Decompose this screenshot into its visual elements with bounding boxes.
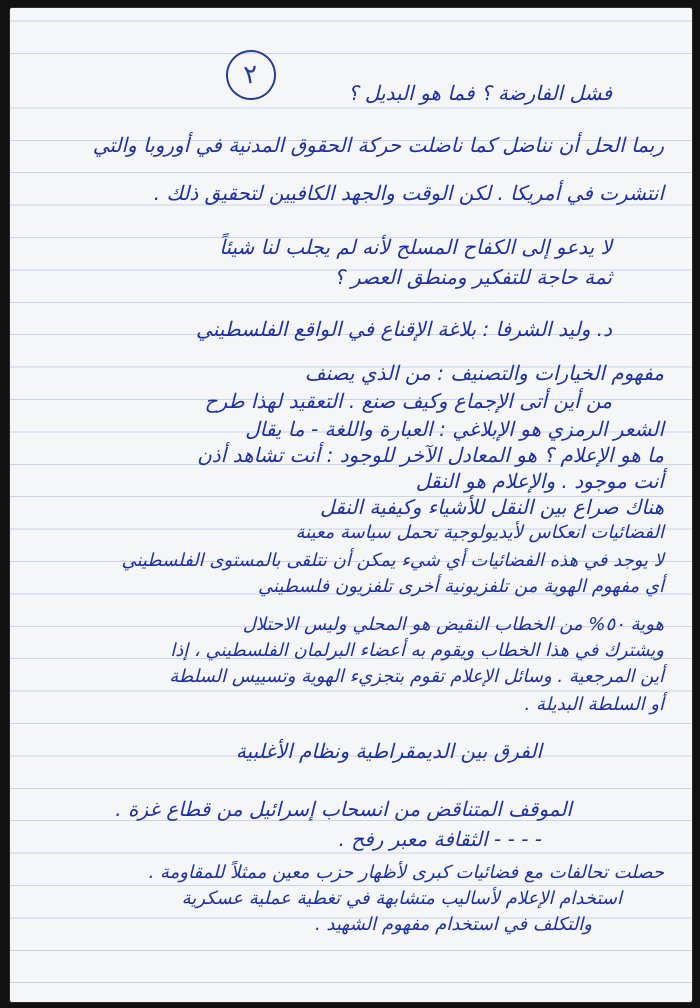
text-line-4: لا يدعو إلى الكفاح المسلح لأنه لم يجلب لنا شيئاً [219,235,612,259]
text-line-17: ويشترك في هذا الخطاب ويقوم به أعضاء البرلمان الفلسطيني ، إذا [170,640,664,661]
text-line-24: استخدام الإعلام لأساليب متشابهة في تغطية عملية عسكرية [181,888,622,909]
text-line-25: والتكلف في استخدام مفهوم الشهيد . [314,914,592,935]
text-line-16: هوية ٥٠% من الخطاب النقيض هو المحلي وليس الاحتلال [242,614,664,635]
text-line-11: أنت موجود . والإعلام هو النقل [415,469,664,493]
text-line-2: ربما الحل أن نناضل كما ناضلت حركة الحقوق المدنية في أوروبا والتي [92,133,664,157]
text-line-6: د. وليد الشرفا : بلاغة الإقناع في الواقع الفلسطيني [196,317,612,341]
text-line-5: ثمة حاجة للتفكير ومنطق العصر ؟ [334,265,612,289]
text-line-7: مفهوم الخيارات والتصنيف : من الذي يصنف [304,361,664,385]
text-line-3: انتشرت في أمريكا . لكن الوقت والجهد الكافيين لتحقيق ذلك . [153,181,664,205]
text-line-1: فشل الفارضة ؟ فما هو البديل ؟ [347,81,612,105]
text-line-9: الشعر الرمزي هو الإبلاغي : العبارة واللغة - ما يقال [245,417,664,441]
text-line-15: أي مفهوم الهوية من تلفزيونية أخرى تلفزيون فلسطيني [257,576,664,597]
text-line-21: الموقف المتناقض من انسحاب إسرائيل من قطاع غزة . [115,797,572,821]
text-line-14: لا يوجد في هذه الفضائيات أي شيء يمكن أن نتلقى بالمستوى الفلسطيني [121,550,664,571]
text-line-22: - - - - الثقافة معبر رفح . [338,827,542,851]
text-line-18: أين المرجعية . وسائل الإعلام تقوم بتجزيء الهوية وتسييس السلطة [169,666,664,687]
page-number-circle: ٢ [223,47,279,103]
text-line-8: من أين أتى الإجماع وكيف صنع . التعقيد لهذا طرح [204,389,612,413]
text-line-20: الفرق بين الديمقراطية ونظام الأغلبية [235,739,542,763]
handwritten-page [10,8,692,1002]
text-line-12: هناك صراع بين النقل للأشياء وكيفية النقل [320,495,664,519]
text-line-13: الفضائيات انعكاس لأيديولوجية تحمل سياسة معينة [295,522,664,543]
text-line-23: حصلت تحالفات مع فضائيات كبرى لأظهار حزب معين ممثلاً للمقاومة . [148,862,664,883]
text-line-19: أو السلطة البديلة . [524,694,664,715]
text-line-10: ما هو الإعلام ؟ هو المعادل الآخر للوجود : أنت تشاهد أذن [197,443,664,467]
